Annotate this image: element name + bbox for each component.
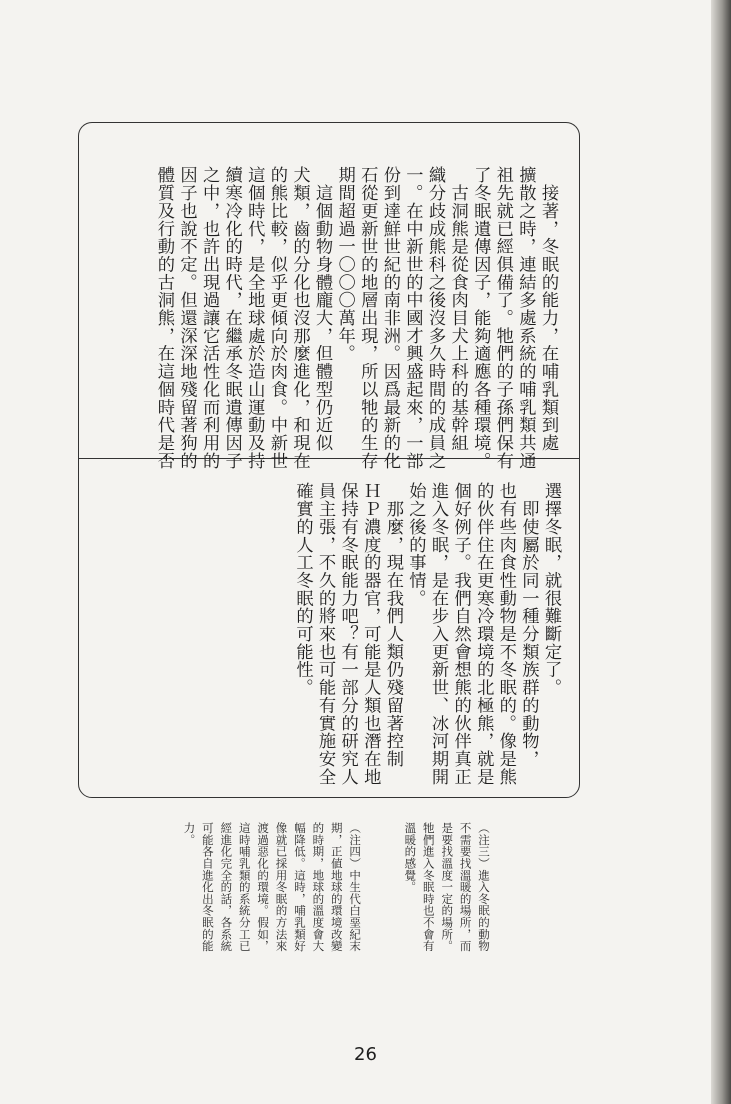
upper-text-column: 接著，冬眠的能力，在哺乳類到處 擴散之時，連結多處系統的哺乳類共通 祖先就已經俱備了。牠們的子孫們保有 了冬眠遺傳因子，能夠適應各種環境。 古洞熊是從食肉目犬上科的基幹組 織分歧成熊科之後沒多久時間的成員之 一。在中新世的中國才興盛起來，一部 份到達鮮世紀的南非洲。因爲最新的化 石從更新世的地層出現，所以牠的生存 期間超過一〇〇〇萬年。 這個動物身體龐大，但體型仍近似 犬類，齒的分化也沒那麼進化，和現在 的熊比較，似乎更傾向於肉食。中新世 這個時代，是全地球處於造山運動及持 續寒冷化的時代，在繼承冬眠遺傳因子 之中，也許出現過讓它活性化而利用的 因子也說不定。但還深深地殘留著狗的 體質及行動的古洞熊，在這個時代是否 [153,166,558,470]
page-number: 26 [354,1044,377,1065]
lower-text-column: 選擇冬眠，就很難斷定了。 即使屬於同一種分類族群的動物， 也有些肉食性動物是不冬眠的。像是熊 的伙伴住在更寒冷環境的北極熊，就是 個好例子。我們自然會想熊的伙伴真正 進入冬眠，是在步入更新世、冰河期開 始之後的事情。 那麼，現在我們人類仍殘留著控制 ＨＰ濃度的器官，可能是人類也潛在地 保持有冬眠能力吧？有一部分的研究人 員主張，不久的將來也可能有實施安全 確實的人工冬眠的可能性。 [292,482,561,786]
book-spine-edge [711,0,731,1104]
footnotes: （注三）進入冬眠的動物 不需要找溫暖的場所，而 是要找溫度一定的場所。 牠們進入冬眠時也不會有 溫暖的感覺。 （注四）中生代白堊紀末 期，正値地球的環境改變 的時期，地球的溫度會大 幅降低。這時，哺乳類好 像就已採用冬眠的方法來 渡過惡化的環境。假如， 這時哺乳類的系統分工已 經進化完全的話，各系統 可能各自進化出冬眠的能 力。 [182,822,491,952]
